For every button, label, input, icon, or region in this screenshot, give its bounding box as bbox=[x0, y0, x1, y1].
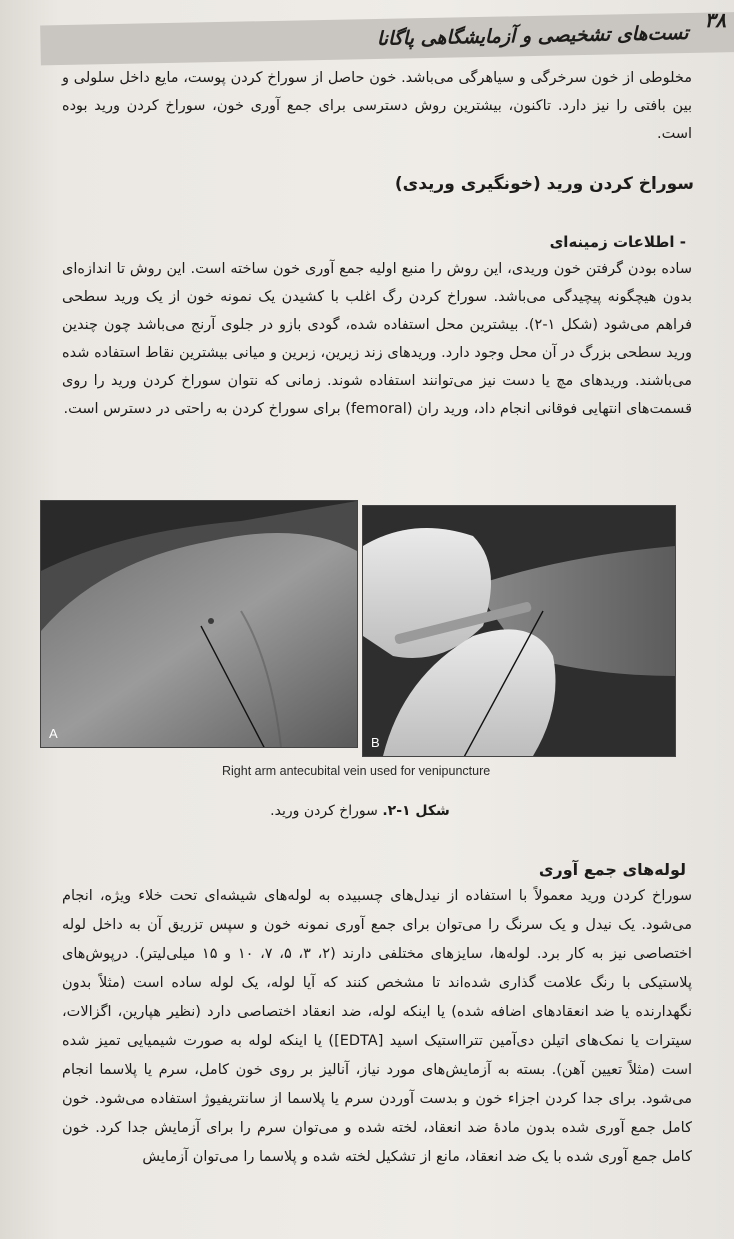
figure-panel-b bbox=[362, 505, 676, 757]
section-body-text: ساده بودن گرفتن خون وریدی، این روش را منبع اولیه جمع آوری خون ساخته است. این روش تا اندازه‌ای بدون هیچگونه پیچیدگی می‌باشد. سوراخ کردن رگ اغلب با کشیدن یک نمونه خون از یک ورید سطحی فراهم می‌شود (شکل ۱-۲). بیشترین محل استفاده شده، گودی بازو در جلوی آرنج می‌باشد چون چندین ورید سطحی بزرگ در آن محل وجود دارد. وریدهای زند زیرین، زبرین و میانی بیشترین نقاط استفاده شده می‌باشند. وریدهای مچ یا دست نیز می‌توانند استفاده شوند. زمانی که نتوان سوراخ کردن ورید را روی قسمت‌های انتهایی فوقانی انجام داد، ورید ران (femoral) برای سوراخ کردن به راحتی در دسترس است. bbox=[62, 261, 692, 417]
tubes-body-text: سوراخ کردن ورید معمولاً با استفاده از نیدل‌های چسبیده به لوله‌های شیشه‌ای تحت خلاء ویژه، انجام می‌شود. یک نیدل و یک سرنگ را می‌توان برای جمع آوری نمونه خون و سپس تزریق آن به داخل لوله اختصاصی نیز به کار برد. لوله‌ها، سایزهای مختلفی دارند (۲، ۳، ۵، ۷، ۱۰ و ۱۵ میلی‌لیتر). درپوش‌های پلاستیکی با رنگ علامت گذاری شده‌اند تا مشخص کنند که آیا لوله، یک لوله ساده است (مثلاً بدون نگهدارنده یا ضد انعقادهای اضافه شده) یا اینکه لوله، ضد انعقاد اختصاصی دارد (نظیر هپارین، اگزالات، سیترات یا نمک‌های اتیلن دی‌آمین تترااستیک اسید [EDTA]) یا اینکه لوله به صورت شیمیایی تمیز شده است (مثلاً تعیین آهن). بسته به آزمایش‌های مورد نیاز، آنالیز بر روی خون کامل، سرم یا پلاسما انجام می‌شود. برای جدا کردن اجزاء خون و بدست آوردن سرم یا پلاسما از سانتریفیوژ استفاده می‌شود. خون کامل جمع آوری شده بدون مادهٔ ضد انعقاد، لخته شده و می‌توان سرم را برای آزمایش جدا کرد. خون کامل جمع آوری شده با یک ضد انعقاد، مانع از تشکیل لخته شده و پلاسما را می‌توان آزمایش bbox=[62, 888, 692, 1165]
figure-caption-persian bbox=[260, 803, 460, 819]
page-number: ۳۸ bbox=[704, 8, 726, 32]
running-header bbox=[40, 12, 734, 65]
section-body bbox=[62, 255, 692, 423]
arm-photo-b bbox=[363, 506, 675, 756]
figure-caption-text: سوراخ کردن ورید. bbox=[270, 803, 378, 819]
running-header-title: تست‌های تشخیصی و آزمایشگاهی پاگانا bbox=[376, 21, 689, 50]
panel-b-label: B bbox=[371, 735, 380, 750]
figure-caption-label: شکل ۱-۲. bbox=[382, 803, 450, 819]
section-subtitle: - اطلاعات زمینه‌ای bbox=[549, 233, 686, 251]
intro-text: مخلوطی از خون سرخرگی و سیاهرگی می‌باشد. خون حاصل از سوراخ کردن پوست، مایع داخل سلولی و بین بافتی را نیز دارد. تاکنون، بیشترین روش دسترسی برای جمع آوری خون، سوراخ کردن ورید بوده است. bbox=[62, 70, 692, 142]
arm-photo-a bbox=[41, 501, 357, 747]
tubes-body bbox=[62, 882, 692, 1222]
intro-paragraph bbox=[62, 64, 692, 148]
section-title: سوراخ کردن ورید (خونگیری وریدی) bbox=[394, 174, 694, 194]
figure-panel-a bbox=[40, 500, 358, 748]
panel-a-label: A bbox=[49, 726, 58, 741]
tubes-title: لوله‌های جمع آوری bbox=[538, 860, 686, 879]
figure-caption-english: Right arm antecubital vein used for venipuncture bbox=[222, 764, 491, 778]
